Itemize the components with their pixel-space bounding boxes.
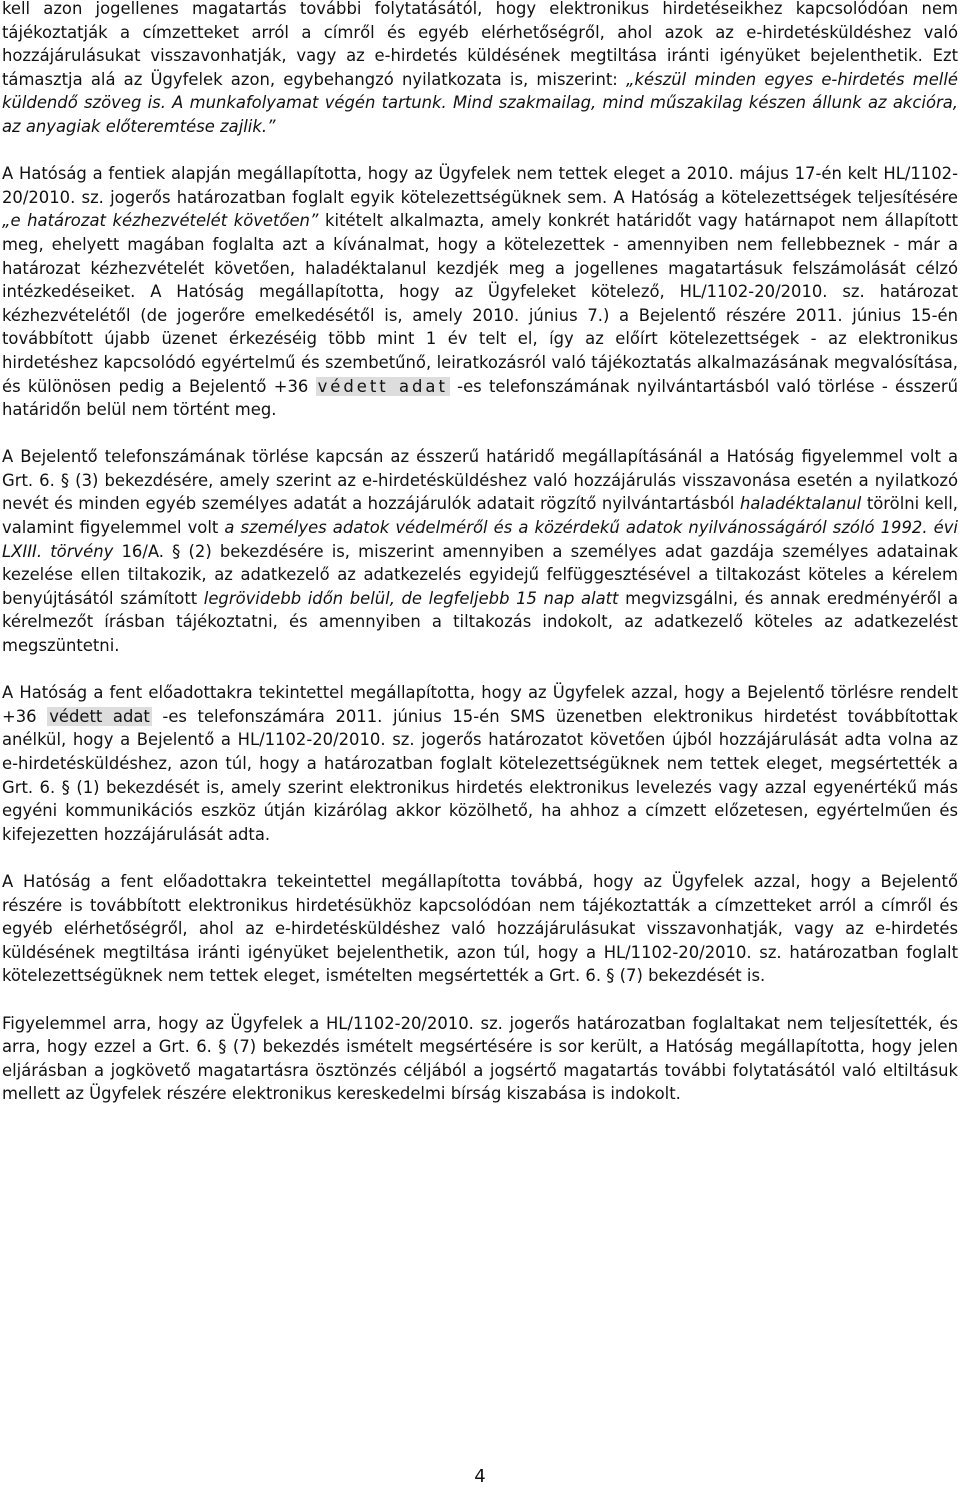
text-segment: A Bejelentő telefonszámának törlése kapcsán az ésszerű határidő megállapításánál a Hatóság figyelemmel volt a Grt. 6. § (3) bekezdésére, amely szerint az e-hirdetésküldéshez való hozzájárulás visszavonása esetén a nyilatkozó nevét és minden egyéb személyes adatát a hozzájárulók adatait rögzítő nyilvántartásból [2,447,958,514]
text-segment: Figyelemmel arra, hogy az Ügyfelek a HL/1102-20/2010. sz. jogerős határozatban foglaltakat nem teljesítették, és arra, hogy ezzel a Grt. 6. § (7) bekezdés ismételt megsértésére is sor került, a Hatóság megállapította, hogy jelen eljárásban a jogkövető magatartásra ösztönzés céljából a jogsértő magatartás további folytatásától való eltiltásuk mellett az Ügyfelek részére elektronikus kereskedelmi bírság kiszabása is indokolt. [2,1013,958,1104]
italic-text: „készül minden egyes e-hirdetés mellé küldendő szöveg is. A munkafolyamat végén tartunk. Mind szakmailag, mind műszakilag készen állunk az akcióra, az anyagiak előteremtése zajlik.” [2,69,958,136]
italic-text: a személyes adatok védelméről és a közérdekű adatok nyilvánosságáról szóló 1992. évi LXIII. törvény [2,518,958,561]
paragraph [2,1012,958,1106]
page-number: 4 [474,1466,486,1487]
paragraph [2,870,958,988]
text-segment: 16/A. § (2) bekezdésére is, miszerint amennyiben a személyes adat gazdája személyes adatainak kezelése ellen tiltakozik, az adatkezelő az adatkezelés egyidejű felfüggesztésével a tiltakozást köteles a kérelem benyújtásától számított [2,541,958,608]
text-segment: kitételt alkalmazta, amely konkrét határidőt vagy határnapot nem állapított meg, ehelyett magában foglalta azt a kívánalmat, hogy a kötelezettek - amennyiben nem fellebbeznek - már a határozat kézhezvételét követően, haladéktalanul kezdjék meg a jogellenes magatartásuk felszámolását célzó intézkedéseiket. A Hatóság megállapította, hogy az Ügyfeleket kötelező, HL/1102-20/2010. sz. határozat kézhezvételétől (de jogerőre emelkedésétől is, amely 2010. június 7.) a Bejelentő részére 2011. június 15-én továbbított újabb üzenet érkezéséig több mint 1 év telt el, így az előírt kötelezettségek - az elektronikus hirdetéshez kapcsolódó egyértelmű és szembetűnő, leiratkozásról való tájékoztatás alkalmazásának megvalósítása, és különösen pedig a Bejelentő +36 [2,211,958,396]
paragraph [2,681,958,846]
text-segment: megvizsgálni, és annak eredményéről a kérelmezőt írásban tájékoztatni, és amennyiben a tiltakozás indokolt, az adatkezelő köteles az adatkezelést megszüntetni. [2,588,958,656]
text-segment: kell azon jogellenes magatartás további folytatásától, hogy elektronikus hirdetéseikhez kapcsolódóan nem tájékoztatják a címzetteket arról a címről és egyéb elérhetőségről, ahol azok az e-hirdetésküldéshez való hozzájárulásukat visszavonhatják, vagy az e-hirdetés küldésének megtiltása iránti igényüket bejelenthetik. Ezt támasztja alá az Ügyfelek azon, egybehangzó nyilatkozata is, miszerint: [2,0,958,89]
text-segment: A Hatóság a fentiek alapján megállapította, hogy az Ügyfelek nem tettek eleget a 2010. május 17-én kelt HL/1102-20/2010. sz. jogerős határozatban foglalt egyik kötelezettségüknek sem. A Hatóság a kötelezettségek teljesítésére [2,164,958,207]
text-segment: -es telefonszámának nyilvántartásból való törlése - ésszerű határidőn belül nem történt meg. [2,376,959,420]
paragraph [2,0,958,139]
redacted-text: védett adat [317,376,448,396]
text-segment: törölni kell, valamint figyelemmel volt [2,494,958,538]
paragraph [2,162,958,422]
text-segment: A Hatóság a fent előadottakra tekintettel megállapította, hogy az Ügyfelek azzal, hogy a Bejelentő törlésre rendelt +36 [2,683,958,726]
italic-text: legrövidebb időn belül, de legfeljebb 15 nap alatt [203,588,619,608]
italic-text: „e határozat kézhezvételét követően” [2,211,319,231]
paragraph [2,445,958,657]
text-segment: A Hatóság a fent előadottakra tekeintettel megállapította továbbá, hogy az Ügyfelek azzal, hogy a Bejelentő részére is továbbított elektronikus hirdetésükhöz kapcsolódóan nem tájékoztatták a címzetteket arról a címről és egyéb elérhetőségről, ahol az e-hirdetésküldéshez való hozzájárulásukat visszavonhatják, vagy az e-hirdetés küldésének megtiltása iránti igényüket bejelenthetik, azon túl, hogy a HL/1102-20/2010. sz. határozatban foglalt kötelezettségüknek nem tettek eleget, ismételten megsértették a Grt. 6. § (7) bekezdését is. [2,871,958,986]
text-segment: -es telefonszámára 2011. június 15-én SMS üzenetben elektronikus hirdetést továbbítottak anélkül, hogy a Bejelentő a HL/1102-20/2010. sz. jogerős határozatot követően újból hozzájárulását adta volna az e-hirdetésküldéshez, azon túl, hogy a határozatban foglalt kötelezettségüknek nem tettek eleget, megsértették a Grt. 6. § (1) bekezdését is, amely szerint elektronikus hirdetés elektronikus levelezés vagy azzal egyenértékű más egyéni kommunikációs eszköz útján kizárólag akkor közölhető, ha ahhoz a címzett előzetesen, egyértelműen és kifejezetten hozzájárulását adta. [2,706,958,844]
redacted-text: védett adat [49,706,150,726]
italic-text: haladéktalanul [739,494,862,514]
